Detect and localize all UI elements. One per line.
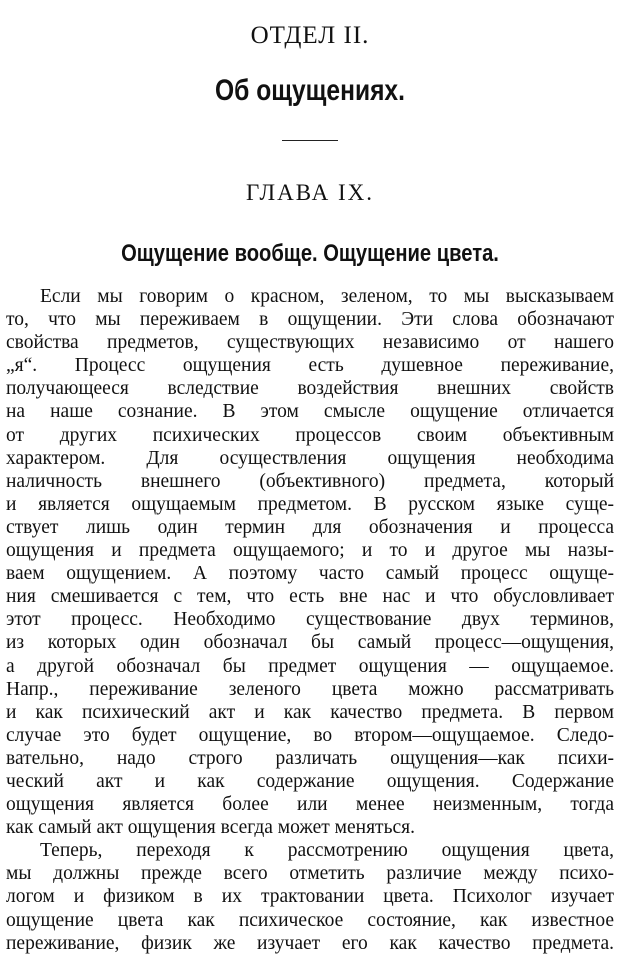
text-line: получающееся вследствие воздействия внешних свойств	[6, 378, 614, 400]
divider-rule	[282, 140, 338, 141]
text-line: то, что мы переживаем в ощущении. Эти слова обозначают	[6, 309, 614, 331]
text-line: как самый акт ощущения всегда может меняться.	[6, 817, 415, 839]
text-line: из которых один обозначал бы самый процесс—ощущения,	[6, 632, 614, 654]
text-line: „я“. Процесс ощущения есть душевное переживание,	[6, 355, 614, 377]
text-line: Теперь, переходя к рассмотрению ощущения цвета,	[40, 840, 614, 862]
text-line: случае это будет ощущение, во втором—ощущаемое. Следо-	[6, 724, 614, 746]
chapter-label: ГЛАВА IX.	[245, 180, 375, 205]
text-line: Напр., переживание зеленого цвета можно рассматривать	[6, 678, 614, 700]
text-line: мы должны прежде всего отметить различие между психо-	[6, 863, 614, 885]
text-line: на наше сознание. В этом смысле ощущение отличается	[6, 401, 614, 423]
text-line: а другой обозначал бы предмет ощущения — ощущаемое.	[6, 655, 614, 677]
text-line: ощущения является более или менее неизменным, тогда	[6, 794, 614, 816]
text-line: вательно, надо строго различать ощущения—как психи-	[6, 747, 614, 769]
text-line: от других психических процессов своим объективным	[6, 424, 614, 446]
text-line: и является ощущаемым предметом. В русском языке суще-	[6, 493, 614, 515]
text-line: ощущения и предмета ощущаемого; и то и другое мы назы-	[6, 540, 614, 562]
text-line: логом и физиком в их трактовании цвета. Психолог изучает	[6, 886, 614, 908]
text-line: свойства предметов, существующих независимо от нашего	[6, 332, 614, 354]
text-line: ощущение цвета как психическое состояние, как известное	[6, 909, 614, 931]
text-line: наличность внешнего (объективного) предмета, который	[6, 470, 614, 492]
text-line: ческий акт и как содержание ощущения. Содержание	[6, 770, 614, 792]
section-label: ОТДЕЛ II.	[250, 22, 370, 49]
text-line: и как психический акт и как качество предмета. В первом	[6, 701, 614, 723]
text-line: характером. Для осуществления ощущения необходима	[6, 447, 614, 469]
text-line: ния смешивается с тем, что есть вне нас и что обусловливает	[6, 586, 614, 608]
text-line: ваем ощущением. А поэтому часто самый процесс ощуще-	[6, 563, 614, 585]
part-title: Об ощущениях.	[215, 74, 405, 107]
text-line: этот процесс. Необходимо существование двух терминов,	[6, 609, 614, 631]
text-line: переживание, физик же изучает его как качество предмета.	[6, 932, 614, 954]
chapter-title: Ощущение вообще. Ощущение цвета.	[121, 240, 499, 267]
body-text	[6, 285, 614, 955]
text-line: ствует лишь один термин для обозначения и процесса	[6, 516, 614, 538]
text-line: Если мы говорим о красном, зеленом, то мы высказываем	[40, 286, 614, 307]
